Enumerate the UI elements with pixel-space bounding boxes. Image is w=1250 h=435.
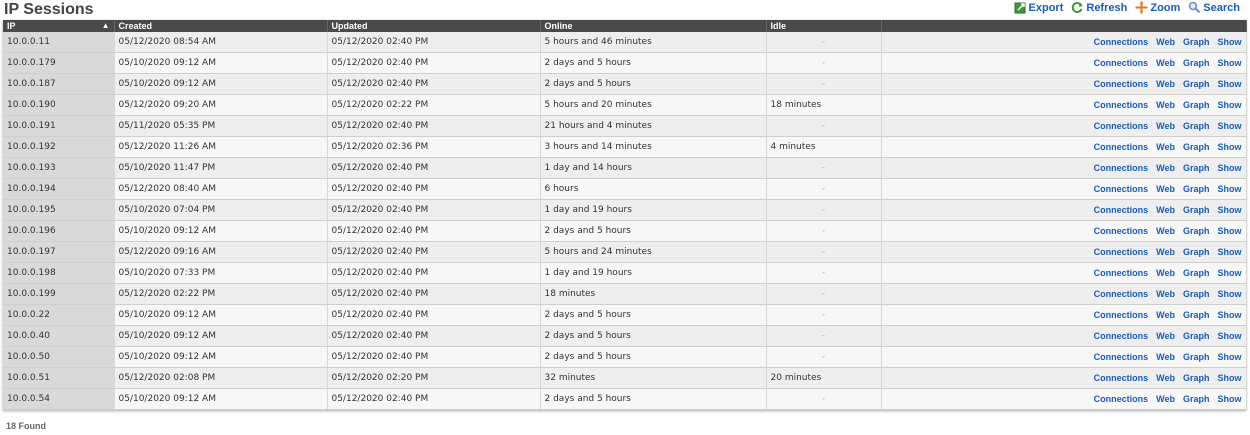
cell-created: 05/12/2020 02:22 PM bbox=[114, 284, 327, 305]
graph-link[interactable]: Graph bbox=[1182, 58, 1210, 68]
cell-updated: 05/12/2020 02:36 PM bbox=[327, 137, 540, 158]
web-link[interactable]: Web bbox=[1156, 394, 1175, 404]
refresh-label: Refresh bbox=[1086, 1, 1128, 14]
show-link[interactable]: Show bbox=[1217, 373, 1242, 383]
graph-link[interactable]: Graph bbox=[1182, 373, 1210, 383]
cell-updated: 05/12/2020 02:40 PM bbox=[327, 74, 540, 95]
connections-link[interactable]: Connections bbox=[1093, 226, 1149, 236]
cell-ip: 10.0.0.190 bbox=[3, 95, 114, 116]
column-header-ip[interactable] bbox=[3, 20, 114, 32]
cell-created: 05/11/2020 05:35 PM bbox=[114, 116, 327, 137]
cell-updated: 05/12/2020 02:40 PM bbox=[327, 242, 540, 263]
cell-updated: 05/12/2020 02:40 PM bbox=[327, 53, 540, 74]
web-link[interactable]: Web bbox=[1156, 163, 1175, 173]
cell-updated: 05/12/2020 02:40 PM bbox=[327, 32, 540, 53]
cell-actions bbox=[881, 305, 1246, 326]
page-title: IP Sessions bbox=[4, 1, 94, 18]
cell-updated: 05/12/2020 02:40 PM bbox=[327, 389, 540, 410]
cell-ip: 10.0.0.40 bbox=[3, 326, 114, 347]
web-link[interactable]: Web bbox=[1156, 184, 1175, 194]
cell-online: 5 hours and 20 minutes bbox=[540, 95, 766, 116]
refresh-button[interactable] bbox=[1071, 1, 1127, 14]
cell-created: 05/10/2020 09:12 AM bbox=[114, 347, 327, 368]
graph-link[interactable]: Graph bbox=[1182, 331, 1210, 341]
export-label: Export bbox=[1028, 1, 1064, 14]
cell-idle: 4 minutes bbox=[766, 137, 881, 158]
cell-idle: 18 minutes bbox=[766, 95, 881, 116]
connections-link[interactable]: Connections bbox=[1093, 331, 1149, 341]
cell-ip: 10.0.0.179 bbox=[3, 53, 114, 74]
table-row bbox=[3, 95, 1246, 116]
table-row bbox=[3, 326, 1246, 347]
cell-created: 05/10/2020 07:04 PM bbox=[114, 200, 327, 221]
cell-created: 05/10/2020 09:12 AM bbox=[114, 53, 327, 74]
graph-link[interactable]: Graph bbox=[1182, 79, 1210, 89]
graph-link[interactable]: Graph bbox=[1182, 247, 1210, 257]
cell-idle: - bbox=[766, 326, 881, 347]
cell-online: 1 day and 19 hours bbox=[540, 200, 766, 221]
cell-online: 2 days and 5 hours bbox=[540, 389, 766, 410]
cell-actions bbox=[881, 32, 1246, 53]
search-label: Search bbox=[1203, 1, 1240, 14]
graph-link[interactable]: Graph bbox=[1182, 142, 1210, 152]
table-row bbox=[3, 347, 1246, 368]
cell-ip: 10.0.0.196 bbox=[3, 221, 114, 242]
cell-updated: 05/12/2020 02:40 PM bbox=[327, 305, 540, 326]
connections-link[interactable]: Connections bbox=[1093, 163, 1149, 173]
graph-link[interactable]: Graph bbox=[1182, 121, 1210, 131]
graph-link[interactable]: Graph bbox=[1182, 352, 1210, 362]
cell-idle: - bbox=[766, 389, 881, 410]
show-link[interactable]: Show bbox=[1217, 247, 1242, 257]
cell-idle: - bbox=[766, 263, 881, 284]
connections-link[interactable]: Connections bbox=[1093, 58, 1149, 68]
show-link[interactable]: Show bbox=[1217, 331, 1242, 341]
table-header bbox=[3, 20, 1246, 32]
web-link[interactable]: Web bbox=[1156, 79, 1175, 89]
cell-created: 05/12/2020 09:16 AM bbox=[114, 242, 327, 263]
column-header-created[interactable]: Created bbox=[114, 20, 327, 32]
cell-updated: 05/12/2020 02:40 PM bbox=[327, 179, 540, 200]
search-button[interactable] bbox=[1188, 1, 1240, 14]
table-row bbox=[3, 74, 1246, 95]
connections-link[interactable]: Connections bbox=[1093, 184, 1149, 194]
cell-ip: 10.0.0.199 bbox=[3, 284, 114, 305]
table-row bbox=[3, 305, 1246, 326]
graph-link[interactable]: Graph bbox=[1182, 37, 1210, 47]
zoom-label: Zoom bbox=[1150, 1, 1181, 14]
show-link[interactable]: Show bbox=[1217, 394, 1242, 404]
table-row bbox=[3, 242, 1246, 263]
cell-ip: 10.0.0.194 bbox=[3, 179, 114, 200]
cell-online: 2 days and 5 hours bbox=[540, 347, 766, 368]
table-row bbox=[3, 116, 1246, 137]
graph-link[interactable]: Graph bbox=[1182, 163, 1210, 173]
cell-actions bbox=[881, 242, 1246, 263]
cell-idle: 20 minutes bbox=[766, 368, 881, 389]
table-row bbox=[3, 263, 1246, 284]
table-row bbox=[3, 53, 1246, 74]
graph-link[interactable]: Graph bbox=[1182, 394, 1210, 404]
cell-created: 05/10/2020 09:12 AM bbox=[114, 326, 327, 347]
column-header-online[interactable]: Online bbox=[540, 20, 766, 32]
web-link[interactable]: Web bbox=[1156, 373, 1175, 383]
zoom-button[interactable] bbox=[1135, 1, 1180, 14]
export-icon bbox=[1014, 1, 1027, 14]
web-link[interactable]: Web bbox=[1156, 226, 1175, 236]
web-link[interactable]: Web bbox=[1156, 205, 1175, 215]
sort-ascending-icon: ▲ bbox=[101, 21, 110, 30]
cell-actions bbox=[881, 263, 1246, 284]
connections-link[interactable]: Connections bbox=[1093, 121, 1149, 131]
table-body bbox=[3, 32, 1246, 410]
toolbar bbox=[1014, 1, 1240, 14]
cell-online: 32 minutes bbox=[540, 368, 766, 389]
table-row bbox=[3, 158, 1246, 179]
cell-ip: 10.0.0.54 bbox=[3, 389, 114, 410]
show-link[interactable]: Show bbox=[1217, 58, 1242, 68]
web-link[interactable]: Web bbox=[1156, 142, 1175, 152]
cell-created: 05/12/2020 08:40 AM bbox=[114, 179, 327, 200]
cell-updated: 05/12/2020 02:22 PM bbox=[327, 95, 540, 116]
table-row bbox=[3, 221, 1246, 242]
cell-actions bbox=[881, 368, 1246, 389]
cell-actions bbox=[881, 158, 1246, 179]
web-link[interactable]: Web bbox=[1156, 58, 1175, 68]
show-link[interactable]: Show bbox=[1217, 352, 1242, 362]
cell-idle: - bbox=[766, 284, 881, 305]
web-link[interactable]: Web bbox=[1156, 289, 1175, 299]
show-link[interactable]: Show bbox=[1217, 268, 1242, 278]
cell-actions bbox=[881, 74, 1246, 95]
cell-created: 05/10/2020 09:12 AM bbox=[114, 305, 327, 326]
cell-ip: 10.0.0.195 bbox=[3, 200, 114, 221]
cell-actions bbox=[881, 53, 1246, 74]
column-label-ip: IP bbox=[7, 21, 16, 31]
refresh-icon bbox=[1071, 1, 1084, 14]
zoom-icon bbox=[1135, 1, 1148, 14]
cell-online: 1 day and 19 hours bbox=[540, 263, 766, 284]
cell-idle: - bbox=[766, 32, 881, 53]
cell-ip: 10.0.0.50 bbox=[3, 347, 114, 368]
web-link[interactable]: Web bbox=[1156, 331, 1175, 341]
cell-updated: 05/12/2020 02:40 PM bbox=[327, 158, 540, 179]
table-row bbox=[3, 32, 1246, 53]
cell-actions bbox=[881, 116, 1246, 137]
show-link[interactable]: Show bbox=[1217, 37, 1242, 47]
graph-link[interactable]: Graph bbox=[1182, 226, 1210, 236]
cell-online: 2 days and 5 hours bbox=[540, 221, 766, 242]
cell-idle: - bbox=[766, 200, 881, 221]
cell-online: 18 minutes bbox=[540, 284, 766, 305]
cell-ip: 10.0.0.187 bbox=[3, 74, 114, 95]
cell-ip: 10.0.0.191 bbox=[3, 116, 114, 137]
web-link[interactable]: Web bbox=[1156, 247, 1175, 257]
cell-created: 05/12/2020 08:54 AM bbox=[114, 32, 327, 53]
show-link[interactable]: Show bbox=[1217, 184, 1242, 194]
table-row bbox=[3, 200, 1246, 221]
show-link[interactable]: Show bbox=[1217, 205, 1242, 215]
cell-actions bbox=[881, 347, 1246, 368]
show-link[interactable]: Show bbox=[1217, 100, 1242, 110]
connections-link[interactable]: Connections bbox=[1093, 100, 1149, 110]
export-button[interactable] bbox=[1014, 1, 1064, 14]
graph-link[interactable]: Graph bbox=[1182, 268, 1210, 278]
cell-actions bbox=[881, 137, 1246, 158]
cell-updated: 05/12/2020 02:40 PM bbox=[327, 200, 540, 221]
cell-online: 2 days and 5 hours bbox=[540, 74, 766, 95]
graph-link[interactable]: Graph bbox=[1182, 184, 1210, 194]
web-link[interactable]: Web bbox=[1156, 100, 1175, 110]
connections-link[interactable]: Connections bbox=[1093, 79, 1149, 89]
cell-online: 5 hours and 24 minutes bbox=[540, 242, 766, 263]
cell-idle: - bbox=[766, 221, 881, 242]
cell-created: 05/12/2020 02:08 PM bbox=[114, 368, 327, 389]
cell-created: 05/10/2020 07:33 PM bbox=[114, 263, 327, 284]
results-count: 18 Found bbox=[6, 421, 46, 431]
web-link[interactable]: Web bbox=[1156, 37, 1175, 47]
cell-updated: 05/12/2020 02:20 PM bbox=[327, 368, 540, 389]
cell-actions bbox=[881, 200, 1246, 221]
search-icon bbox=[1188, 1, 1201, 14]
show-link[interactable]: Show bbox=[1217, 226, 1242, 236]
graph-link[interactable]: Graph bbox=[1182, 310, 1210, 320]
graph-link[interactable]: Graph bbox=[1182, 100, 1210, 110]
column-header-updated[interactable]: Updated bbox=[327, 20, 540, 32]
cell-ip: 10.0.0.197 bbox=[3, 242, 114, 263]
column-header-idle[interactable]: Idle bbox=[766, 20, 881, 32]
cell-online: 2 days and 5 hours bbox=[540, 53, 766, 74]
connections-link[interactable]: Connections bbox=[1093, 268, 1149, 278]
web-link[interactable]: Web bbox=[1156, 121, 1175, 131]
table-row bbox=[3, 389, 1246, 410]
cell-updated: 05/12/2020 02:40 PM bbox=[327, 263, 540, 284]
cell-idle: - bbox=[766, 158, 881, 179]
cell-created: 05/10/2020 09:12 AM bbox=[114, 74, 327, 95]
cell-created: 05/10/2020 11:47 PM bbox=[114, 158, 327, 179]
cell-updated: 05/12/2020 02:40 PM bbox=[327, 116, 540, 137]
cell-updated: 05/12/2020 02:40 PM bbox=[327, 347, 540, 368]
cell-created: 05/12/2020 11:26 AM bbox=[114, 137, 327, 158]
cell-idle: - bbox=[766, 74, 881, 95]
table-row bbox=[3, 137, 1246, 158]
show-link[interactable]: Show bbox=[1217, 289, 1242, 299]
cell-created: 05/10/2020 09:12 AM bbox=[114, 389, 327, 410]
cell-online: 2 days and 5 hours bbox=[540, 305, 766, 326]
connections-link[interactable]: Connections bbox=[1093, 352, 1149, 362]
cell-online: 2 days and 5 hours bbox=[540, 326, 766, 347]
cell-idle: - bbox=[766, 347, 881, 368]
table-row bbox=[3, 179, 1246, 200]
cell-online: 3 hours and 14 minutes bbox=[540, 137, 766, 158]
show-link[interactable]: Show bbox=[1217, 310, 1242, 320]
cell-online: 5 hours and 46 minutes bbox=[540, 32, 766, 53]
connections-link[interactable]: Connections bbox=[1093, 142, 1149, 152]
cell-created: 05/10/2020 09:12 AM bbox=[114, 221, 327, 242]
cell-updated: 05/12/2020 02:40 PM bbox=[327, 326, 540, 347]
show-link[interactable]: Show bbox=[1217, 142, 1242, 152]
cell-online: 6 hours bbox=[540, 179, 766, 200]
graph-link[interactable]: Graph bbox=[1182, 289, 1210, 299]
cell-ip: 10.0.0.192 bbox=[3, 137, 114, 158]
cell-ip: 10.0.0.51 bbox=[3, 368, 114, 389]
connections-link[interactable]: Connections bbox=[1093, 37, 1149, 47]
cell-actions bbox=[881, 179, 1246, 200]
table-row bbox=[3, 368, 1246, 389]
web-link[interactable]: Web bbox=[1156, 352, 1175, 362]
cell-actions bbox=[881, 389, 1246, 410]
cell-idle: - bbox=[766, 179, 881, 200]
connections-link[interactable]: Connections bbox=[1093, 394, 1149, 404]
graph-link[interactable]: Graph bbox=[1182, 205, 1210, 215]
cell-updated: 05/12/2020 02:40 PM bbox=[327, 221, 540, 242]
connections-link[interactable]: Connections bbox=[1093, 247, 1149, 257]
connections-link[interactable]: Connections bbox=[1093, 373, 1149, 383]
sessions-table bbox=[3, 20, 1246, 410]
connections-link[interactable]: Connections bbox=[1093, 205, 1149, 215]
connections-link[interactable]: Connections bbox=[1093, 310, 1149, 320]
cell-ip: 10.0.0.193 bbox=[3, 158, 114, 179]
cell-online: 21 hours and 4 minutes bbox=[540, 116, 766, 137]
web-link[interactable]: Web bbox=[1156, 268, 1175, 278]
cell-updated: 05/12/2020 02:40 PM bbox=[327, 284, 540, 305]
cell-idle: - bbox=[766, 305, 881, 326]
show-link[interactable]: Show bbox=[1217, 79, 1242, 89]
cell-ip: 10.0.0.198 bbox=[3, 263, 114, 284]
cell-ip: 10.0.0.11 bbox=[3, 32, 114, 53]
cell-idle: - bbox=[766, 242, 881, 263]
column-header-actions bbox=[881, 20, 1246, 32]
cell-actions bbox=[881, 95, 1246, 116]
connections-link[interactable]: Connections bbox=[1093, 289, 1149, 299]
cell-idle: - bbox=[766, 116, 881, 137]
cell-online: 1 day and 14 hours bbox=[540, 158, 766, 179]
cell-actions bbox=[881, 221, 1246, 242]
cell-actions bbox=[881, 284, 1246, 305]
cell-ip: 10.0.0.22 bbox=[3, 305, 114, 326]
cell-created: 05/12/2020 09:20 AM bbox=[114, 95, 327, 116]
web-link[interactable]: Web bbox=[1156, 310, 1175, 320]
cell-actions bbox=[881, 326, 1246, 347]
table-row bbox=[3, 284, 1246, 305]
cell-idle: - bbox=[766, 53, 881, 74]
show-link[interactable]: Show bbox=[1217, 121, 1242, 131]
show-link[interactable]: Show bbox=[1217, 163, 1242, 173]
